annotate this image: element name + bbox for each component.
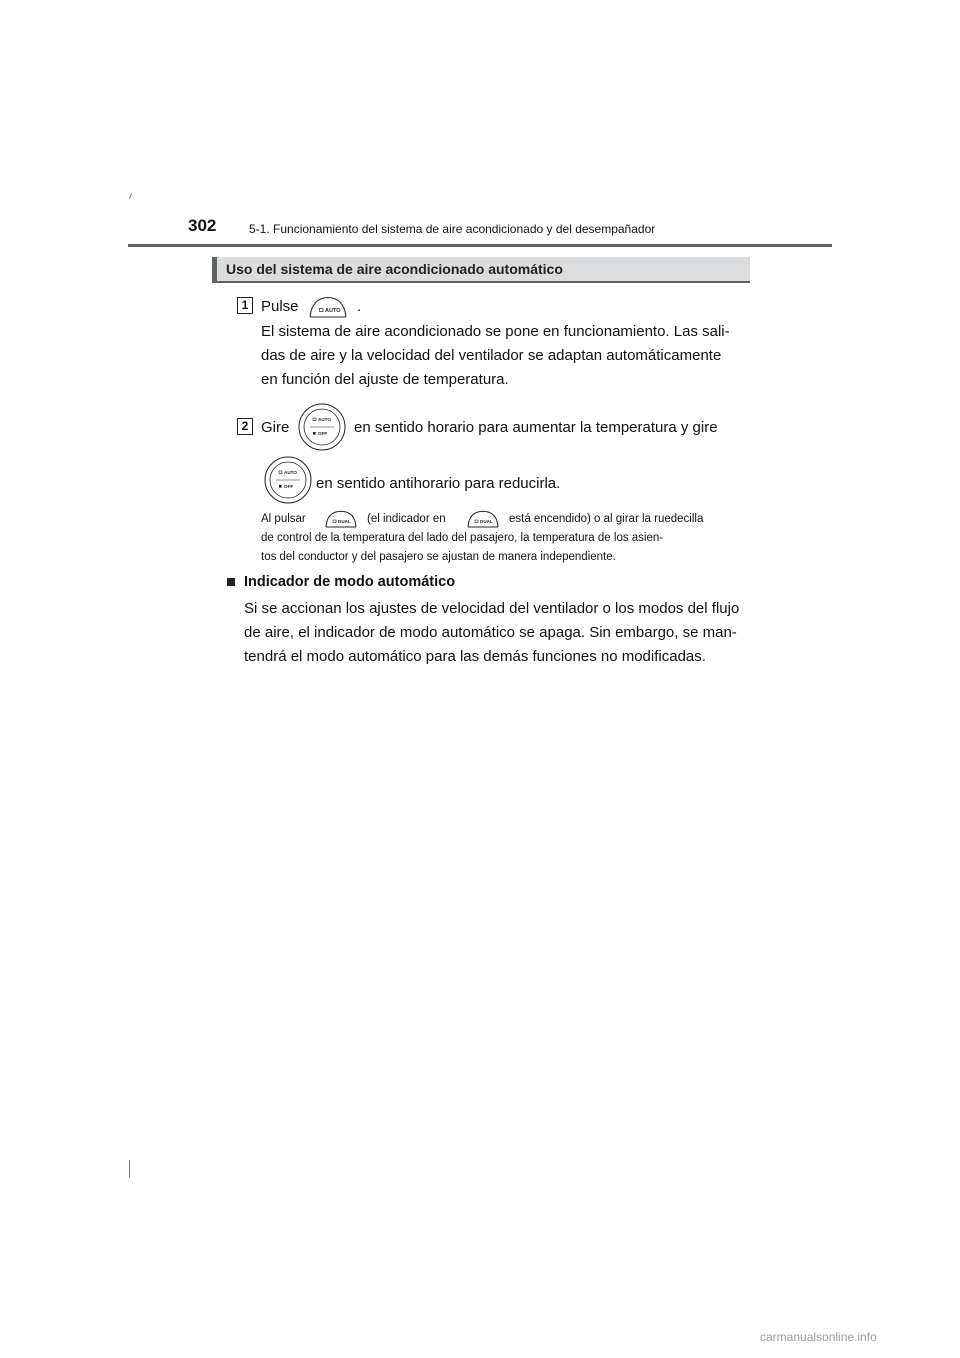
dial-auto-label: AUTO <box>318 417 331 422</box>
chapter-title: 5-1. Funcionamiento del sistema de aire acondicionado y del desempañador <box>249 222 656 236</box>
margin-mark <box>129 193 132 199</box>
auto-mode-line-1: Si se accionan los ajustes de velocidad del ventilador o los modos del flujo <box>244 600 740 617</box>
note-part-2: (el indicador en <box>367 513 446 525</box>
step-number-2: 2 <box>237 418 253 435</box>
step-1-description-line-3: en función del ajuste de temperatura. <box>261 371 509 388</box>
watermark: carmanualsonline.info <box>760 1330 877 1344</box>
dial-off-label: OFF <box>318 431 328 436</box>
temperature-dial-icon <box>298 403 346 451</box>
page-number: 302 <box>188 216 217 235</box>
auto-mode-heading: Indicador de modo automático <box>244 574 456 590</box>
note-part-1: Al pulsar <box>261 513 306 525</box>
section-title: Uso del sistema de aire acondicionado automático <box>226 261 563 277</box>
dual-button-label: DUAL <box>338 519 351 524</box>
step-1-description-line-2: das de aire y la velocidad del ventilador se adaptan automáticamente <box>261 347 722 364</box>
dual-button-icon-2 <box>466 510 500 528</box>
header-rule <box>128 244 832 247</box>
subsection-bullet <box>227 578 235 586</box>
auto-mode-line-2: de aire, el indicador de modo automático se apaga. Sin embargo, se man- <box>244 624 737 641</box>
auto-button-label: AUTO <box>325 308 341 314</box>
dial-auto-label: AUTO <box>284 470 297 475</box>
section-heading-bar <box>212 257 750 283</box>
step-1-lead: Pulse <box>261 298 299 315</box>
margin-mark <box>129 1160 130 1178</box>
note-part-3: está encendido) o al girar la ruedecilla <box>509 513 704 525</box>
dual-button-label: DUAL <box>480 519 493 524</box>
dual-button-icon <box>324 510 358 528</box>
note-line-3: tos del conductor y del pasajero se ajustan de manera independiente. <box>261 551 616 563</box>
step-2-text: en sentido horario para aumentar la temperatura y gire <box>354 419 718 436</box>
auto-mode-line-3: tendrá el modo automático para las demás funciones no modificadas. <box>244 648 706 665</box>
note-line-2: de control de la temperatura del lado del pasajero, la temperatura de los asien- <box>261 532 664 544</box>
temperature-dial-icon-2 <box>264 456 312 504</box>
dial-off-label: OFF <box>284 484 294 489</box>
auto-button-icon <box>308 296 348 318</box>
step-2-lead: Gire <box>261 419 290 436</box>
step-number-1: 1 <box>237 297 253 314</box>
step-2-end-text: en sentido antihorario para reducirla. <box>316 475 561 492</box>
step-1-trail: . <box>357 298 362 315</box>
step-1-description-line-1: El sistema de aire acondicionado se pone en funcionamiento. Las sali- <box>261 323 730 340</box>
